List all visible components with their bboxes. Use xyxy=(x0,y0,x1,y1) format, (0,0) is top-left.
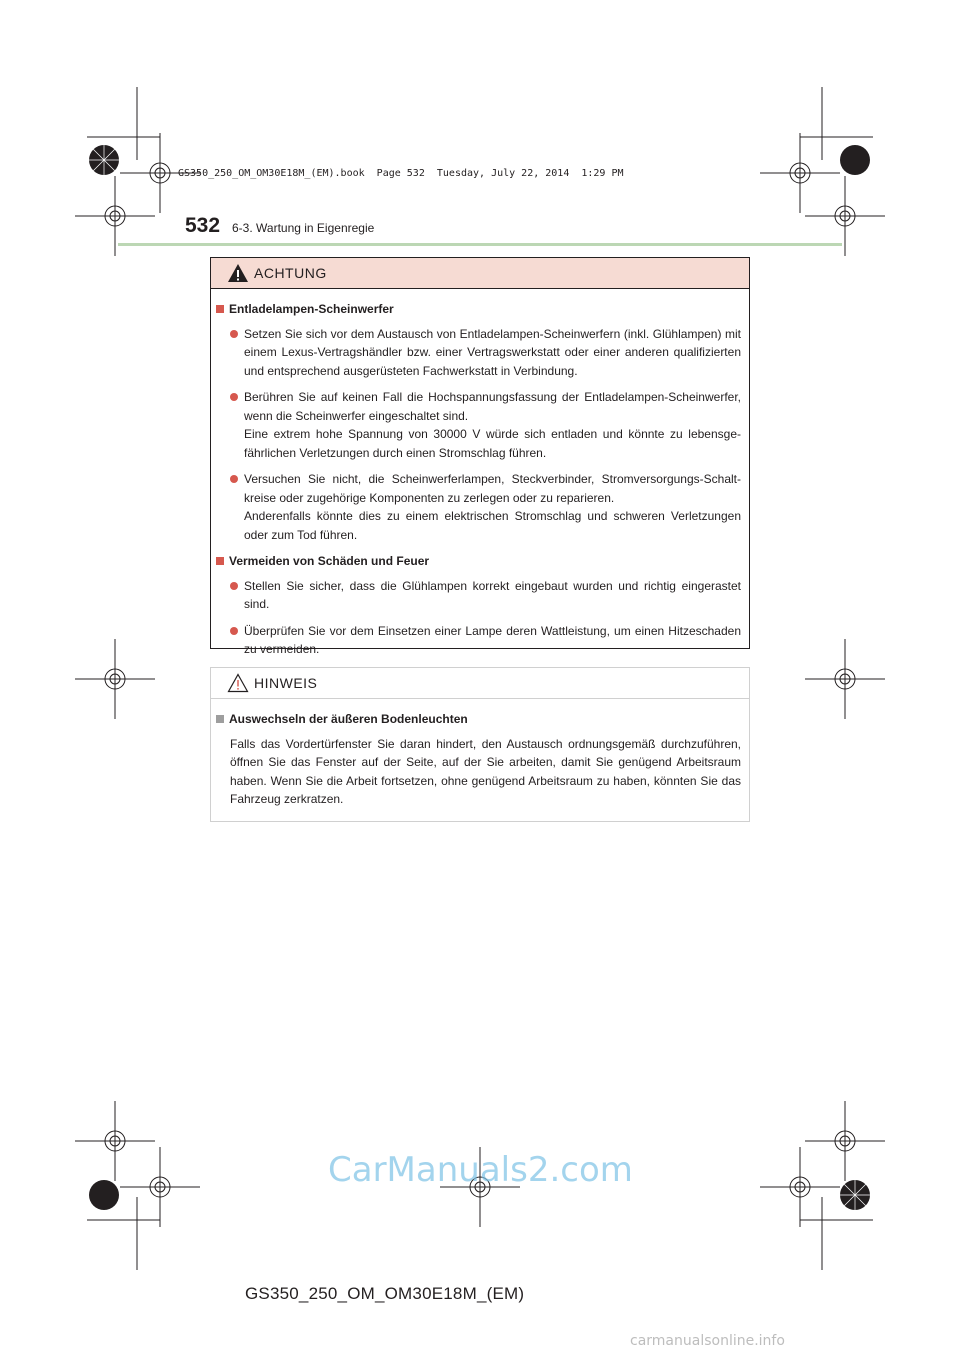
note-title: HINWEIS xyxy=(254,675,318,691)
note-heading: Auswechseln der äußeren Bodenleuchten xyxy=(211,710,749,729)
square-bullet-icon xyxy=(216,715,224,723)
bullet-dot-icon xyxy=(230,475,238,483)
warning-section-heading: Vermeiden von Schäden und Feuer xyxy=(211,552,749,571)
bullet-dot-icon xyxy=(230,330,238,338)
note-content xyxy=(211,710,749,809)
bullet-dot-icon xyxy=(230,627,238,635)
warning-bullet: Berühren Sie auf keinen Fall die Hochspannungsfassung der Entladelampen-Scheinwerfer, wenn die Scheinwerfer eingeschaltet sind. Eine extrem hohe Spannung von 30000 V würde sich entladen und könnte zu lebensgefährlichen Verletzungen durch einen Stromschlag führen. xyxy=(211,388,749,462)
warning-header xyxy=(211,258,749,289)
square-bullet-icon xyxy=(216,305,224,313)
note-text: Falls das Vordertürfenster Sie daran hindert, den Austausch ordnungsgemäß durchzuführen, öffnen Sie das Fenster auf der Seite, auf der Sie arbeiten, damit Sie genügend Arbeitsraum haben. Wenn Sie die Arbeit fortsetzen, ohne genügend Arbeitsraum zu haben, könnten Sie das Fahrzeug zerkratzen. xyxy=(230,736,741,806)
watermark-carmanuals2: CarManuals2.com xyxy=(328,1150,633,1190)
bullet-dot-icon xyxy=(230,393,238,401)
warning-bullet: Stellen Sie sicher, dass die Glühlampen korrekt eingebaut wurden und richtig eingerastet sind. xyxy=(211,577,749,614)
warning-bullet: Versuchen Sie nicht, die Scheinwerferlampen, Steckverbinder, Stromversorgungs-Schaltkreise oder zugehörige Komponenten zu zerlegen oder zu reparieren. Anderenfalls könnte dies zu einem elektrischen Stromschlag und schweren Verletzungen oder zum Tod führen. xyxy=(211,470,749,544)
watermark-carmanualsonline: carmanualsonline.info xyxy=(630,1333,785,1349)
square-bullet-icon xyxy=(216,557,224,565)
warning-triangle-icon xyxy=(227,263,249,283)
warning-title: ACHTUNG xyxy=(254,265,327,281)
warning-content xyxy=(211,298,749,667)
header-rule xyxy=(118,243,842,246)
bullet-dot-icon xyxy=(230,582,238,590)
warning-section-heading: Entladelampen-Scheinwerfer xyxy=(211,300,749,319)
warning-bullet: Überprüfen Sie vor dem Einsetzen einer Lampe deren Wattleistung, um einen Hitzeschaden zu vermeiden. xyxy=(211,622,749,659)
warning-box xyxy=(210,257,750,656)
warning-bullet: Setzen Sie sich vor dem Austausch von Entladelampen-Scheinwerfern (inkl. Glühlampen) mit einem Lexus-Vertragshändler bzw. einer Vertragswerkstatt oder einer anderen qualifizierten und entsprechend ausgerüsteten Fachwerkstatt in Verbindung. xyxy=(211,325,749,381)
note-box xyxy=(210,667,750,822)
caution-triangle-icon xyxy=(227,673,249,693)
footer-code: GS350_250_OM_OM30E18M_(EM) xyxy=(245,1284,525,1303)
section-title: 6-3. Wartung in Eigenregie xyxy=(232,221,375,235)
note-header xyxy=(211,668,749,699)
page-number: 532 xyxy=(185,214,221,237)
book-info: GS350_250_OM_OM30E18M_(EM).book Page 532 Tuesday, July 22, 2014 1:29 PM xyxy=(178,168,624,179)
